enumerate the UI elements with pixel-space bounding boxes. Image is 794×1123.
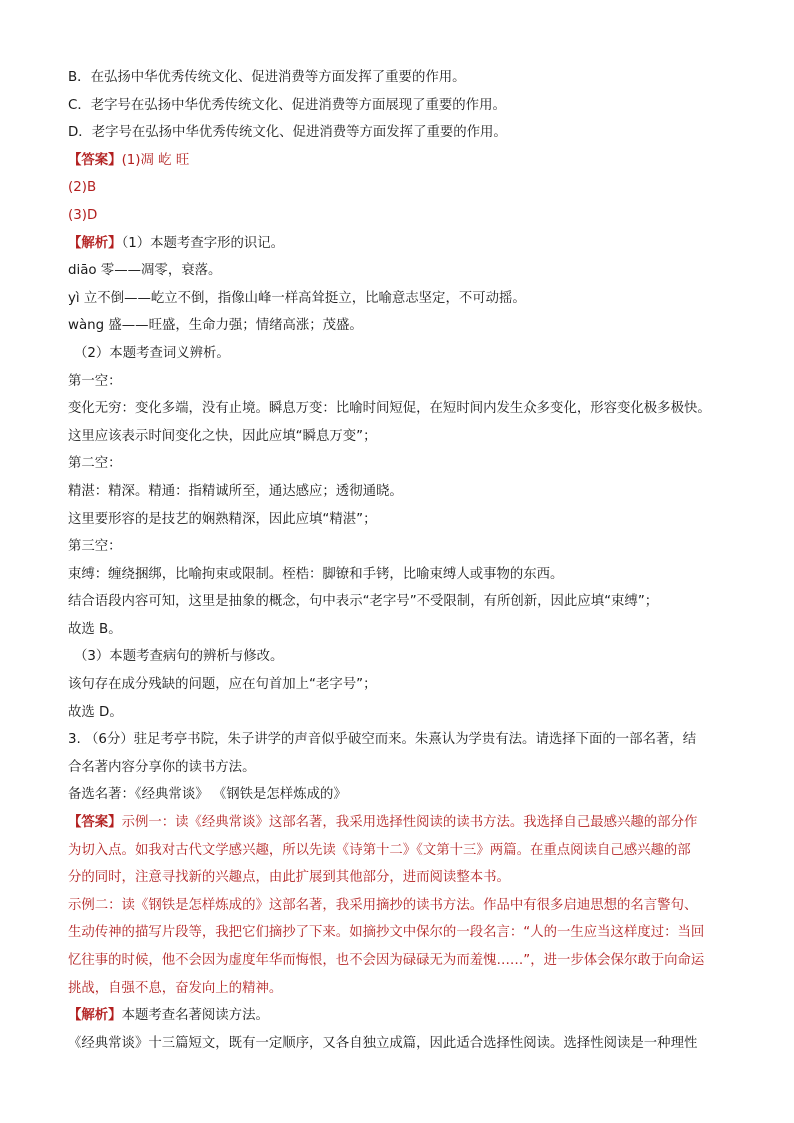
- line-text: (3)D: [68, 207, 98, 223]
- text-line: [68, 726, 738, 754]
- line-text: C．老字号在弘扬中华优秀传统文化、促进消费等方面展现了重要的作用。: [68, 97, 506, 113]
- text-line: [68, 699, 738, 727]
- text-line: [68, 781, 738, 809]
- text-line: [68, 947, 738, 975]
- line-text: 示例二：读《钢铁是怎样炼成的》这部名著，我采用摘抄的读书方法。作品中有很多启迪思想的名言警句、: [68, 897, 698, 913]
- text-line: [68, 285, 738, 313]
- line-text: yì 立不倒——屹立不倒，指像山峰一样高耸挺立，比喻意志坚定，不可动摇。: [68, 290, 526, 306]
- line-text: 备选名著：《经典常谈》 《钢铁是怎样炼成的》: [68, 787, 347, 803]
- text-line: [68, 864, 738, 892]
- text-line: [68, 561, 738, 589]
- analysis-tag: 【解析】: [68, 235, 122, 251]
- line-text: 故选 B。: [68, 621, 122, 637]
- line-text: 该句存在成分残缺的问题，应在句首加上“老字号”；: [68, 677, 377, 693]
- text-line: [68, 64, 738, 92]
- text-line: [68, 395, 738, 423]
- line-text: 示例一：读《经典常谈》这部名著，我采用选择性阅读的读书方法。我选择自己最感兴趣的部分作: [121, 815, 698, 831]
- text-line: [68, 506, 738, 534]
- line-text: wàng 盛——旺盛，生命力强；情绪高涨；茂盛。: [68, 318, 363, 334]
- line-text: 结合语段内容可知，这里是抽象的概念，句中表示“老字号”不受限制，有所创新，因此应填“束缚”；: [68, 594, 659, 610]
- text-line: [68, 423, 738, 451]
- text-line: [68, 257, 738, 285]
- line-text: diāo 零——凋零，衰落。: [68, 263, 222, 279]
- text-line: [68, 202, 738, 230]
- text-line: [68, 643, 738, 671]
- document-body: [68, 64, 738, 1057]
- line-text: 第二空：: [68, 456, 122, 472]
- line-text: （2）本题考查词义辨析。: [74, 345, 230, 361]
- text-line: [68, 340, 738, 368]
- text-line: [68, 588, 738, 616]
- line-text: 精湛：精深。精通：指精诚所至，通达感应；透彻通晓。: [68, 483, 403, 499]
- text-line: [68, 975, 738, 1003]
- line-text: 分的同时，注意寻找新的兴趣点，由此扩展到其他部分，进而阅读整本书。: [68, 870, 510, 886]
- text-line: [68, 919, 738, 947]
- line-text: 生动传神的描写片段等，我把它们摘抄了下来。如摘抄文中保尔的一段名言：“人的一生应当这样度过：当回: [68, 925, 705, 941]
- line-text: 变化无穷：变化多端，没有止境。瞬息万变：比喻时间短促，在短时间内发生众多变化，形容变化极多极快。: [68, 401, 711, 417]
- line-text: 合名著内容分享你的读书方法。: [68, 759, 256, 775]
- text-line: [68, 478, 738, 506]
- line-text: (2)B: [68, 180, 97, 196]
- line-text: 忆往事的时候，他不会因为虚度年华而悔恨，也不会因为碌碌无为而羞愧……”，进一步体会保尔敢于向命运: [68, 953, 705, 968]
- answer-tag: 【答案】: [68, 152, 122, 168]
- labeled-line: [68, 1002, 738, 1030]
- line-text: 束缚：缠绕捆绑，比喻拘束或限制。桎梏：脚镣和手铐，比喻束缚人或事物的东西。: [68, 566, 564, 582]
- line-text: （1）本题考查字形的识记。: [121, 235, 285, 251]
- line-text: 第一空：: [68, 373, 122, 389]
- analysis-tag: 【解析】: [68, 1008, 122, 1024]
- text-line: [68, 754, 738, 782]
- line-text: 挑战，自强不息，奋发向上的精神。: [68, 980, 283, 996]
- text-line: [68, 368, 738, 396]
- text-line: [68, 892, 738, 920]
- line-text: （3）本题考查病句的辨析与修改。: [74, 649, 284, 665]
- line-text: 这里要形容的是技艺的娴熟精深，因此应填“精湛”；: [68, 511, 377, 527]
- line-text: 第三空：: [68, 539, 122, 555]
- text-line: [68, 671, 738, 699]
- labeled-line: [68, 230, 738, 258]
- answer-tag: 【答案】: [68, 815, 122, 831]
- line-text: 这里应该表示时间变化之快，因此应填“瞬息万变”；: [68, 428, 377, 444]
- labeled-line: [68, 147, 738, 175]
- text-line: [68, 174, 738, 202]
- line-text: 本题考查名著阅读方法。: [121, 1008, 269, 1024]
- text-line: [68, 533, 738, 561]
- text-line: [68, 92, 738, 120]
- text-line: [68, 1030, 738, 1058]
- line-text: 为切入点。如我对古代文学感兴趣，所以先读《诗第十二》《文第十三》两篇。在重点阅读自己感兴趣的部: [68, 842, 691, 858]
- line-text: 3. （6分）驻足考亭书院，朱子讲学的声音似乎破空而来。朱熹认为学贵有法。请选择下面的一部名著，结: [68, 732, 697, 748]
- text-line: [68, 312, 738, 340]
- text-line: [68, 616, 738, 644]
- text-line: [68, 450, 738, 478]
- line-text: 故选 D。: [68, 704, 123, 720]
- line-text: B．在弘扬中华优秀传统文化、促进消费等方面发挥了重要的作用。: [68, 70, 466, 85]
- text-line: [68, 119, 738, 147]
- line-text: D．老字号在弘扬中华优秀传统文化、促进消费等方面发挥了重要的作用。: [68, 125, 507, 141]
- line-text: (1)凋 屹 旺: [121, 152, 190, 168]
- labeled-line: [68, 809, 738, 837]
- text-line: [68, 837, 738, 865]
- line-text: 《经典常谈》十三篇短文，既有一定顺序，又各自独立成篇，因此适合选择性阅读。选择性阅读是一种理性: [68, 1035, 698, 1051]
